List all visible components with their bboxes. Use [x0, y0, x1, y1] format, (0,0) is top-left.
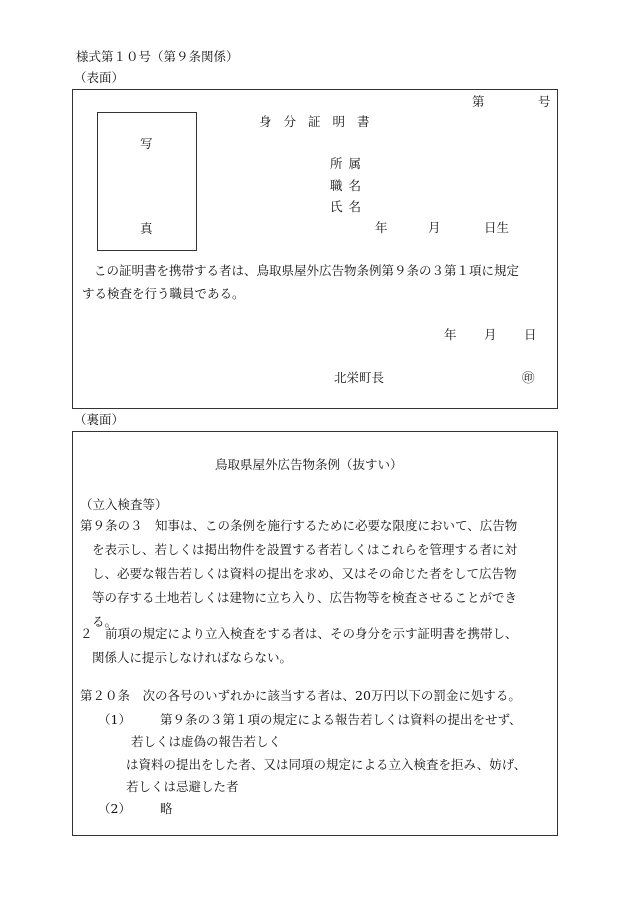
article-20-line1: 第２０条 次の各号のいずれかに該当する者は、20万円以下の罰金に処する。: [80, 688, 521, 703]
certificate-title: 身分証明書: [259, 114, 382, 129]
photo-label-top: 写: [140, 136, 153, 151]
item-1-line4: 若しくは忌避した者: [126, 779, 239, 794]
seal-mark: ㊞: [522, 370, 535, 385]
front-label: （表面）: [74, 70, 125, 85]
birth-month: 月: [428, 220, 441, 235]
certificate-body-line1: この証明書を携帯する者は、鳥取県屋外広告物条例第９条の３第１項に規定: [94, 263, 520, 278]
birth-day: 日生: [484, 220, 510, 235]
issue-day: 日: [524, 327, 537, 342]
item-1-line3: は資料の提出をした者、又は同項の規定による立入検査を拒み、妨げ、: [126, 757, 527, 772]
form-number: 様式第１０号（第９条関係）: [76, 49, 239, 64]
item-1-line1: 第９条の３第１項の規定による報告若しくは資料の提出をせず、: [160, 712, 522, 727]
back-label: （裏面）: [74, 412, 125, 427]
article-9-3-line5: る。: [92, 614, 118, 629]
field-position-label: 職名: [330, 178, 368, 193]
photo-label-bottom: 真: [140, 221, 153, 236]
issue-month: 月: [484, 327, 497, 342]
item-2-number: （2）: [98, 801, 131, 816]
ordinance-title: 鳥取県屋外広告物条例（抜すい）: [215, 457, 403, 472]
paragraph-2-line1: ２ 前項の規定により立入検査をする者は、その身分を示す証明書を携帯し、: [80, 626, 518, 641]
article-9-3-line4: 等の存する土地若しくは建物に立ち入り、広告物等を検査させることができ: [92, 590, 518, 605]
number-go: 号: [538, 94, 551, 109]
item-1-number: （1）: [98, 712, 131, 727]
paragraph-2-line2: 関係人に提示しなければならない。: [92, 650, 293, 665]
issue-year: 年: [444, 327, 457, 342]
certificate-body-line2: する検査を行う職員である。: [82, 286, 245, 301]
item-1-line2: 若しくは虚偽の報告若しく: [131, 734, 282, 749]
article-9-3-line1: 第９条の３ 知事は、この条例を施行するために必要な限度において、広告物: [80, 518, 518, 533]
birth-year: 年: [375, 220, 388, 235]
section-heading: （立入検査等）: [80, 497, 168, 512]
field-affiliation-label: 所属: [330, 156, 368, 171]
article-9-3-line3: し、必要な報告若しくは資料の提出を求め、又はその命じた者をして広告物: [92, 566, 517, 581]
issuer-name: 北栄町長: [334, 370, 385, 385]
number-dai: 第: [472, 94, 485, 109]
item-2-text: 略: [160, 801, 173, 816]
article-9-3-line2: を表示し、若しくは掲出物件を設置する者若しくはこれらを管理する者に対: [92, 542, 518, 557]
field-name-label: 氏名: [330, 199, 368, 214]
